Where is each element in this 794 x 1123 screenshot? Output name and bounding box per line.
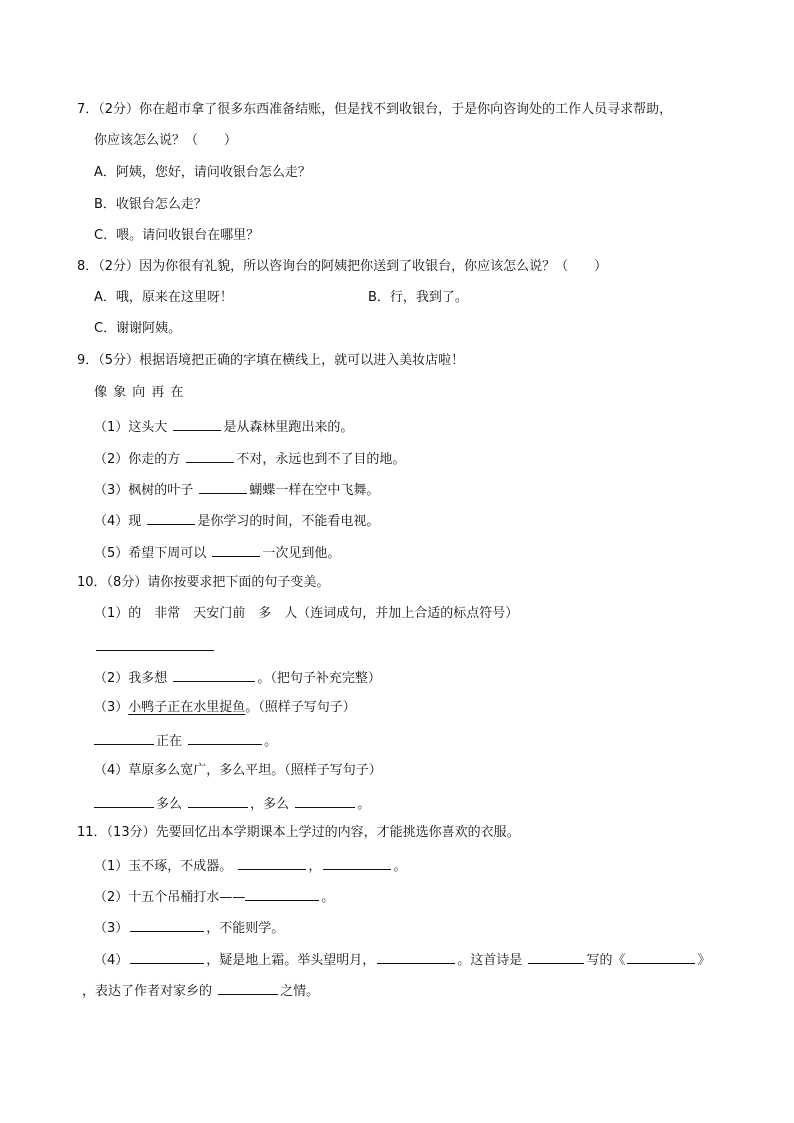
q10-part-4-blank-1[interactable]	[94, 794, 154, 808]
q11-stem	[77, 824, 520, 842]
q11-line-3-prefix: （3）	[94, 921, 129, 936]
q9-item-1-blank[interactable]	[173, 417, 221, 431]
q10-part-4-blank-2[interactable]	[188, 794, 248, 808]
q9-item-5-prefix: （5）希望下周可以	[94, 546, 211, 561]
q10-part-2-prefix: （2）我多想	[94, 671, 172, 686]
q9-item-3-suffix: 蝴蝶一样在空中飞舞。	[249, 483, 380, 498]
q11-line-1-end: 。	[393, 859, 407, 874]
q8-option-c[interactable]: C．谢谢阿姨。	[94, 321, 182, 336]
q10-part-4-end: 。	[357, 797, 371, 812]
q9-item-4-suffix: 是你学习的时间，不能看电视。	[197, 514, 380, 529]
q7-stem-line1	[77, 101, 672, 119]
q10-part-3-blank-1[interactable]	[94, 731, 154, 745]
q11-line-4-prefix: （4）	[94, 953, 129, 968]
q11-line-2-blank[interactable]	[245, 887, 319, 901]
q10-score: （8分）	[106, 575, 148, 590]
q11-score: （13分）	[106, 825, 156, 840]
q11-line-3-suffix: ，不能则学。	[206, 921, 285, 936]
q10-part-4: （4）草原多么宽广，多么平坦。（照样子写句子）	[94, 763, 382, 778]
q9-item-3	[94, 480, 379, 498]
q9-item-3-blank[interactable]	[199, 480, 247, 494]
q9-item-1	[94, 417, 353, 435]
q7-option-c[interactable]: C．喂。请问收银台在哪里？	[94, 228, 260, 243]
q10-part-3-label: （3）	[94, 700, 129, 715]
q9-item-5-suffix: 一次见到他。	[262, 546, 341, 561]
q7-stem-line2: 你应该怎么说？（ ）	[94, 133, 238, 148]
q11-line-4-blank-2[interactable]	[377, 950, 455, 964]
q10-part-2-suffix: 。（把句子补充完整）	[257, 671, 381, 686]
q10-stem-text: 请你按要求把下面的句子变美。	[147, 575, 330, 590]
q11-line-4-blank-3[interactable]	[528, 950, 584, 964]
q10-part-3-middle: 正在	[156, 734, 187, 749]
q11-line-1-blank-1[interactable]	[238, 856, 306, 870]
q8-option-a[interactable]: A．哦，原来在这里呀！	[94, 290, 233, 305]
q11-line-5-suffix: 之情。	[280, 984, 320, 999]
q11-line-4	[94, 950, 710, 968]
q9-item-2-blank[interactable]	[186, 449, 234, 463]
q9-item-2	[94, 449, 405, 467]
q11-line-4-text-c: 写的《	[586, 953, 626, 968]
q8-score: （2分）	[98, 259, 140, 274]
q10-part-3-end: 。	[264, 734, 278, 749]
q7-stem-text: 你在超市拿了很多东西准备结账，但是找不到收银台，于是你向咨询处的工作人员寻求帮助，	[139, 102, 673, 117]
q10-part-4-middle-1: 多么	[156, 797, 187, 812]
q10-part-2	[94, 668, 381, 686]
q10-part-3-answer	[94, 731, 277, 749]
q9-item-4-prefix: （4）现	[94, 514, 146, 529]
q10-part-3-blank-2[interactable]	[188, 731, 262, 745]
q8-stem-text: 因为你很有礼貌，所以咨询台的阿姨把你送到了收银台，你应该怎么说？（ ）	[139, 259, 608, 274]
q9-score: （5分）	[98, 353, 140, 368]
q8-number: 8．	[77, 259, 99, 274]
q10-part-4-blank-3[interactable]	[295, 794, 355, 808]
q9-char-bank: 像 象 向 再 在	[94, 385, 185, 400]
q9-item-5-blank[interactable]	[212, 543, 260, 557]
q9-item-4	[94, 511, 379, 529]
q11-line-4-text-b: 。这首诗是	[457, 953, 527, 968]
q11-number: 11．	[77, 825, 107, 840]
q11-line-1-comma: ，	[308, 859, 322, 874]
q11-line-1-prefix: （1）玉不琢，不成器。	[94, 859, 237, 874]
q9-item-3-prefix: （3）枫树的叶子	[94, 483, 198, 498]
q10-part-3-example: 小鸭子正在水里捉鱼	[128, 700, 246, 715]
q9-item-1-suffix: 是从森林里跑出来的。	[223, 420, 354, 435]
q11-line-1-blank-2[interactable]	[323, 856, 391, 870]
q9-item-1-prefix: （1）这头大	[94, 420, 172, 435]
q11-line-5-blank[interactable]	[218, 981, 278, 995]
q11-line-1	[94, 856, 406, 874]
q9-item-2-suffix: 不对，永远也到不了目的地。	[236, 452, 406, 467]
q10-part-1-answer-line[interactable]	[94, 637, 216, 655]
q11-line-2-end: 。	[321, 890, 335, 905]
q10-part-3-instruction: 。（照样子写句子）	[245, 700, 356, 715]
q9-stem-text: 根据语境把正确的字填在横线上，就可以进入美妆店啦！	[139, 353, 465, 368]
q10-stem	[77, 574, 329, 592]
q11-line-4-blank-4[interactable]	[627, 950, 695, 964]
q10-part-4-middle-2: ，多么	[250, 797, 294, 812]
q7-score: （2分）	[98, 102, 140, 117]
q11-line-5	[82, 981, 319, 999]
q11-stem-text: 先要回忆出本学期课本上学过的内容，才能挑选你喜欢的衣服。	[155, 825, 520, 840]
q11-line-4-text-a: ，疑是地上霜。举头望明月，	[206, 953, 376, 968]
q10-part-3	[94, 699, 356, 717]
q9-item-2-prefix: （2）你走的方	[94, 452, 185, 467]
q10-part-2-blank[interactable]	[173, 668, 255, 682]
q11-line-2-prefix: （2）十五个吊桶打水——	[94, 890, 246, 905]
q10-part-1-blank[interactable]	[96, 637, 214, 651]
q11-line-4-blank-1[interactable]	[130, 950, 204, 964]
q11-line-3	[94, 918, 284, 936]
q11-line-3-blank[interactable]	[130, 918, 204, 932]
q9-item-4-blank[interactable]	[147, 511, 195, 525]
q9-stem	[77, 352, 464, 370]
q9-number: 9．	[77, 353, 99, 368]
q8-option-b[interactable]: B．行，我到了。	[368, 290, 468, 305]
q7-number: 7．	[77, 102, 99, 117]
q11-line-4-text-d: 》	[697, 953, 711, 968]
q9-item-5	[94, 543, 340, 561]
q10-part-4-answer	[94, 794, 370, 812]
q7-option-b[interactable]: B．收银台怎么走？	[94, 197, 207, 212]
q11-line-2	[94, 887, 334, 905]
q10-number: 10．	[77, 575, 107, 590]
q11-line-5-prefix: ，表达了作者对家乡的	[82, 984, 217, 999]
q7-option-a[interactable]: A．阿姨，您好，请问收银台怎么走？	[94, 165, 311, 180]
q8-stem	[77, 258, 607, 276]
q10-part-1: （1）的 非常 天安门前 多 人（连词成句，并加上合适的标点符号）	[94, 606, 519, 621]
